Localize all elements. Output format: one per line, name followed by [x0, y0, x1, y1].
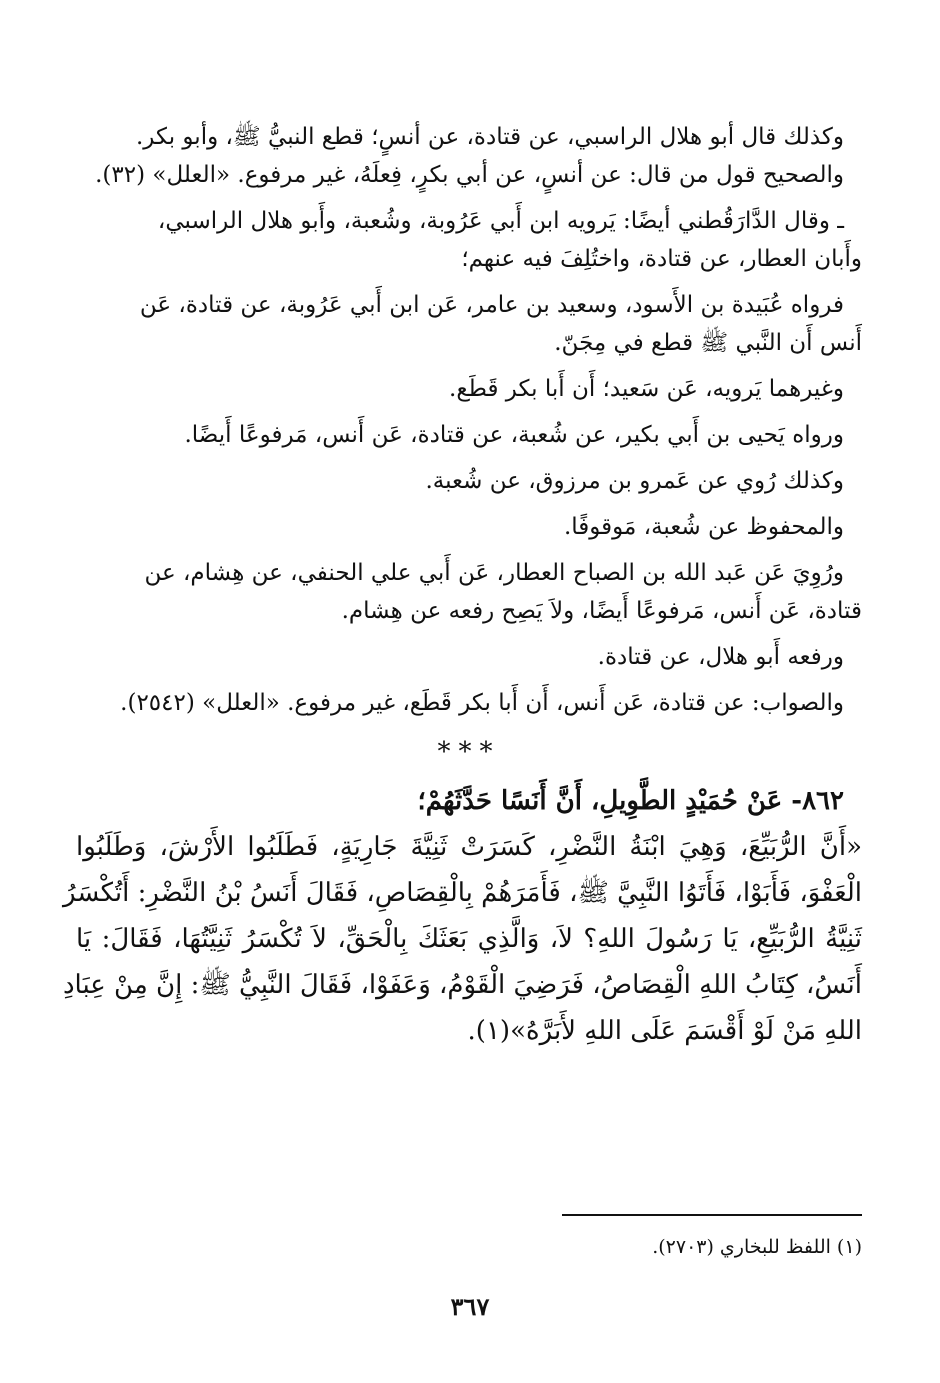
text-line: ـ وقال الدَّارَقُطني أيضًا: يَرويه ابن أَبي عَرُوبة، وشُعبة، وأَبو هلال الراسبي،	[157, 208, 844, 234]
footnote: (١) اللفظ للبخاري (٢٧٠٣).	[652, 1236, 862, 1258]
text-line: قتادة، عَن أَنس، مَرفوعًا أَيضًا، ولاَ يَصِح رفعه عن هِشام.	[341, 598, 862, 624]
hadith-line: «أَنَّ الرُّبَيِّعَ، وَهِيَ ابْنَةُ النَّضْرِ، كَسَرَتْ ثَنِيَّةَ جَارِيَةٍ، فَطَلَبُوا الأَرْشَ، وَطَلَبُوا	[76, 832, 862, 862]
text-line: أَنس أَن النَّبي ﷺ قطع في مِجَنّ.	[554, 330, 862, 356]
text-line: والمحفوظ عن شُعبة، مَوقوفًا.	[563, 514, 844, 540]
hadith-line: الْعَفْوَ، فَأَبَوْا، فَأَتَوُا النَّبِيَّ ﷺ، فَأَمَرَهُمْ بِالْقِصَاصِ، فَقَالَ أَنَسُ بْنُ النَّضْرِ: أَتُكْسَرُ	[63, 878, 862, 908]
section-separator: ***	[437, 737, 501, 767]
text-line: وكذلك قال أبو هلال الراسبي، عن قتادة، عن أنسٍ؛ قطع النبيُّ ﷺ، وأبو بكر.	[136, 124, 844, 150]
main-text	[62, 118, 862, 1054]
text-line: والصحيح قول من قال: عن أنسٍ، عن أبي بكرٍ، فِعلَهُ، غير مرفوع. «العلل» (٣٢).	[95, 162, 844, 188]
footnote-divider	[562, 1214, 862, 1216]
hadith-line: أَنَسُ، كِتَابُ اللهِ الْقِصَاصُ، فَرَضِيَ الْقَوْمُ، وَعَفَوْا، فَقَالَ النَّبِيُّ ﷺ: إِنَّ مِنْ عِبَادِ	[62, 970, 862, 1000]
text-line: ورُوِيَ عَن عَبد الله بن الصباح العطار، عَن أَبي علي الحنفي، عن هِشام، عن	[144, 560, 844, 586]
hadith-heading: ٨٦٢- عَنْ حُمَيْدٍ الطَّوِيلِ، أَنَّ أَنَسًا حَدَّثَهُمْ؛	[417, 786, 844, 816]
hadith-line: اللهِ مَنْ لَوْ أَقْسَمَ عَلَى اللهِ لأَبَرَّهُ»(١).	[467, 1016, 862, 1046]
text-line: وكذلك رُوي عن عَمرو بن مرزوق، عن شُعبة.	[425, 468, 844, 494]
text-line: ورواه يَحيى بن أَبي بكير، عن شُعبة، عن قتادة، عَن أَنس، مَرفوعًا أَيضًا.	[184, 422, 844, 448]
page-number: ٣٦٧	[450, 1292, 490, 1321]
text-line: ورفعه أَبو هلال، عن قتادة.	[597, 644, 844, 670]
text-line: وغيرهما يَرويه، عَن سَعيد؛ أَن أَبا بكر قَطَع.	[449, 376, 844, 402]
text-line: والصواب: عن قتادة، عَن أَنس، أَن أَبا بكر قَطَع، غير مرفوع. «العلل» (٢٥٤٢).	[120, 690, 844, 716]
text-line: فرواه عُبَيدة بن الأَسود، وسعيد بن عامر، عَن ابن أَبي عَرُوبة، عن قتادة، عَن	[139, 292, 844, 318]
text-line: وأَبان العطار، عن قتادة، واختُلِفَ فيه عنهم؛	[461, 246, 862, 272]
hadith-line: ثَنِيَّةُ الرُّبَيِّعِ، يَا رَسُولَ اللهِ؟ لاَ، وَالَّذِي بَعَثَكَ بِالْحَقِّ، لاَ تُكْسَرُ ثَنِيَّتُهَا، فَقَالَ: يَا	[76, 924, 862, 954]
